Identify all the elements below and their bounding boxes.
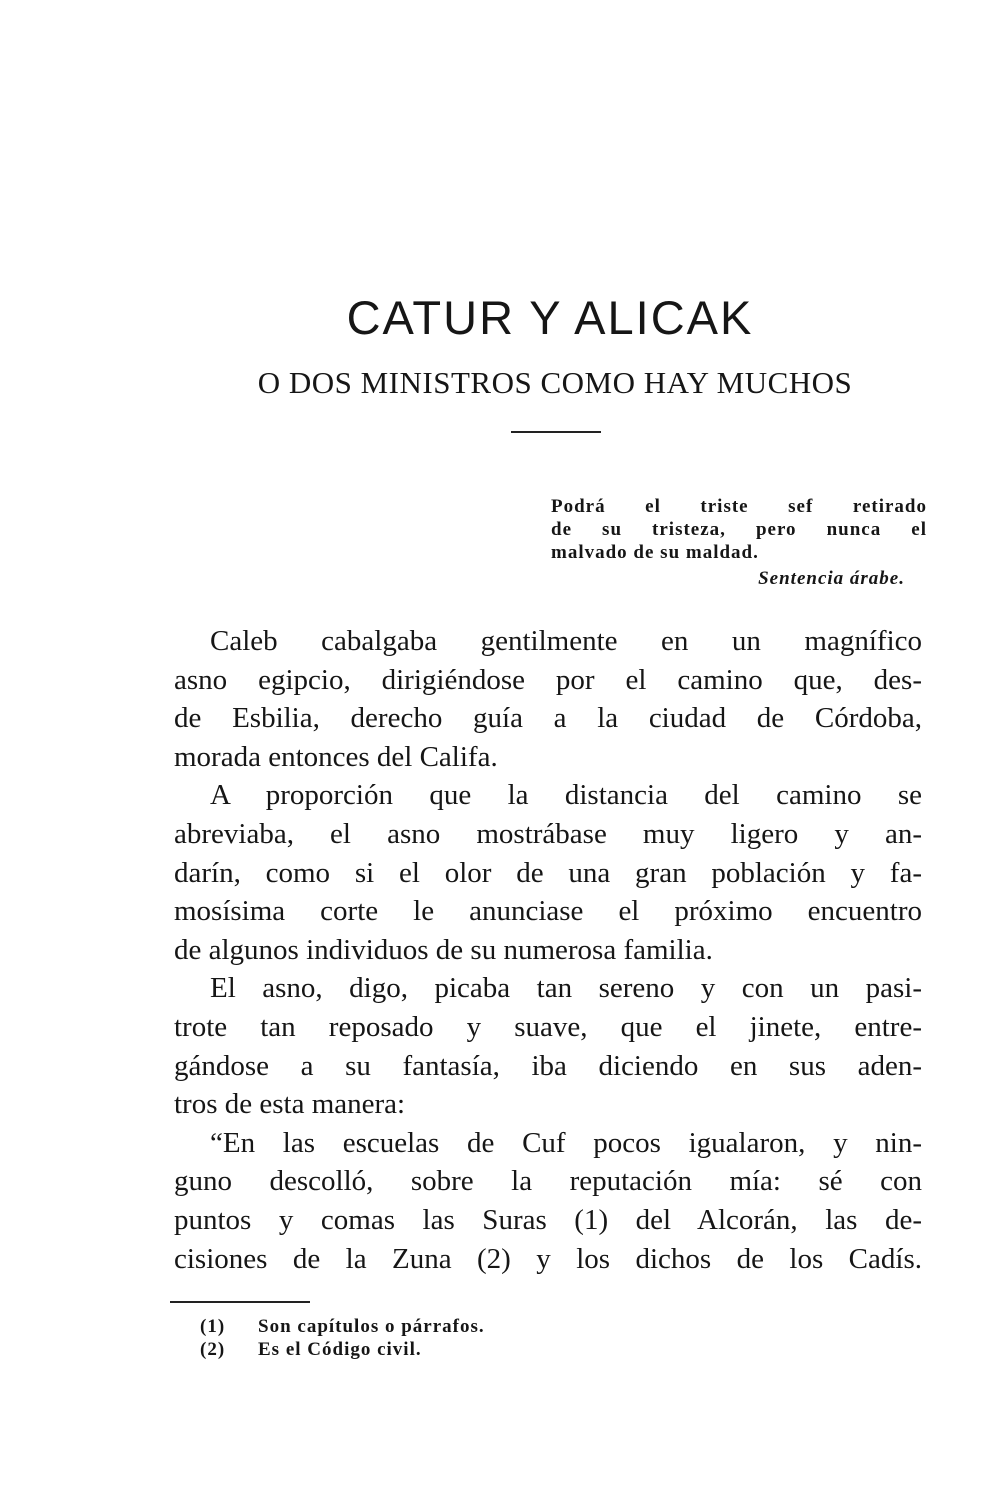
- text-line: “En las escuelas de Cuf pocos igualaron, y nin-: [210, 1126, 922, 1159]
- paragraph: [174, 776, 922, 969]
- text-line: cisiones de la Zuna (2) y los dichos de los Cadís.: [174, 1242, 922, 1275]
- text-line: de Esbilia, derecho guía a la ciudad de Córdoba,: [174, 702, 922, 735]
- paragraph: [174, 969, 922, 1123]
- text-line: de algunos individuos de su numerosa familia.: [174, 933, 713, 966]
- text-line: puntos y comas las Suras (1) del Alcorán, las de-: [174, 1203, 922, 1236]
- text-line: trote tan reposado y suave, que el jinete, entre-: [174, 1010, 922, 1043]
- title-divider: [511, 431, 601, 433]
- chapter-subtitle: O DOS MINISTROS COMO HAY MUCHOS: [257, 365, 853, 400]
- text-line: El asno, digo, picaba tan sereno y con un pasi-: [210, 972, 922, 1005]
- text-line: gándose a su fantasía, iba diciendo en sus aden-: [174, 1049, 922, 1082]
- epigraph-line: malvado de su maldad.: [551, 542, 759, 563]
- text-line: morada entonces del Califa.: [174, 740, 498, 773]
- text-line: abreviaba, el asno mostrábase muy ligero y an-: [174, 817, 922, 850]
- footnote-number: (1): [200, 1316, 226, 1337]
- text-line: tros de esta manera:: [174, 1088, 406, 1121]
- footnote-2: [200, 1338, 485, 1361]
- footnote-1: [200, 1315, 485, 1338]
- footnote-text: Son capítulos o párrafos.: [258, 1316, 485, 1337]
- text-line: A proporción que la distancia del camino se: [210, 779, 922, 812]
- footnote-number: (2): [200, 1339, 226, 1360]
- text-line: Caleb cabalgaba gentilmente en un magnífico: [210, 625, 922, 657]
- epigraph-line: Podrá el triste sef retirado: [551, 496, 927, 517]
- text-line: guno descolló, sobre la reputación mía: sé con: [174, 1165, 922, 1198]
- chapter-title: CATUR Y ALICAK: [346, 291, 754, 344]
- text-line: darín, como si el olor de una gran población y fa-: [174, 856, 922, 889]
- epigraph: [551, 495, 927, 590]
- epigraph-line: de su tristeza, pero nunca el: [551, 519, 927, 540]
- body-text: [174, 622, 922, 1278]
- epigraph-source: Sentencia árabe.: [758, 568, 905, 589]
- text-line: mosísima corte le anunciase el próximo encuentro: [174, 895, 922, 928]
- footnote-divider: [170, 1301, 310, 1303]
- footnote-text: Es el Código civil.: [258, 1339, 422, 1360]
- text-line: asno egipcio, dirigiéndose por el camino que, des-: [174, 663, 922, 696]
- footnotes: [200, 1315, 485, 1361]
- paragraph: [174, 1124, 922, 1278]
- paragraph: [174, 622, 922, 776]
